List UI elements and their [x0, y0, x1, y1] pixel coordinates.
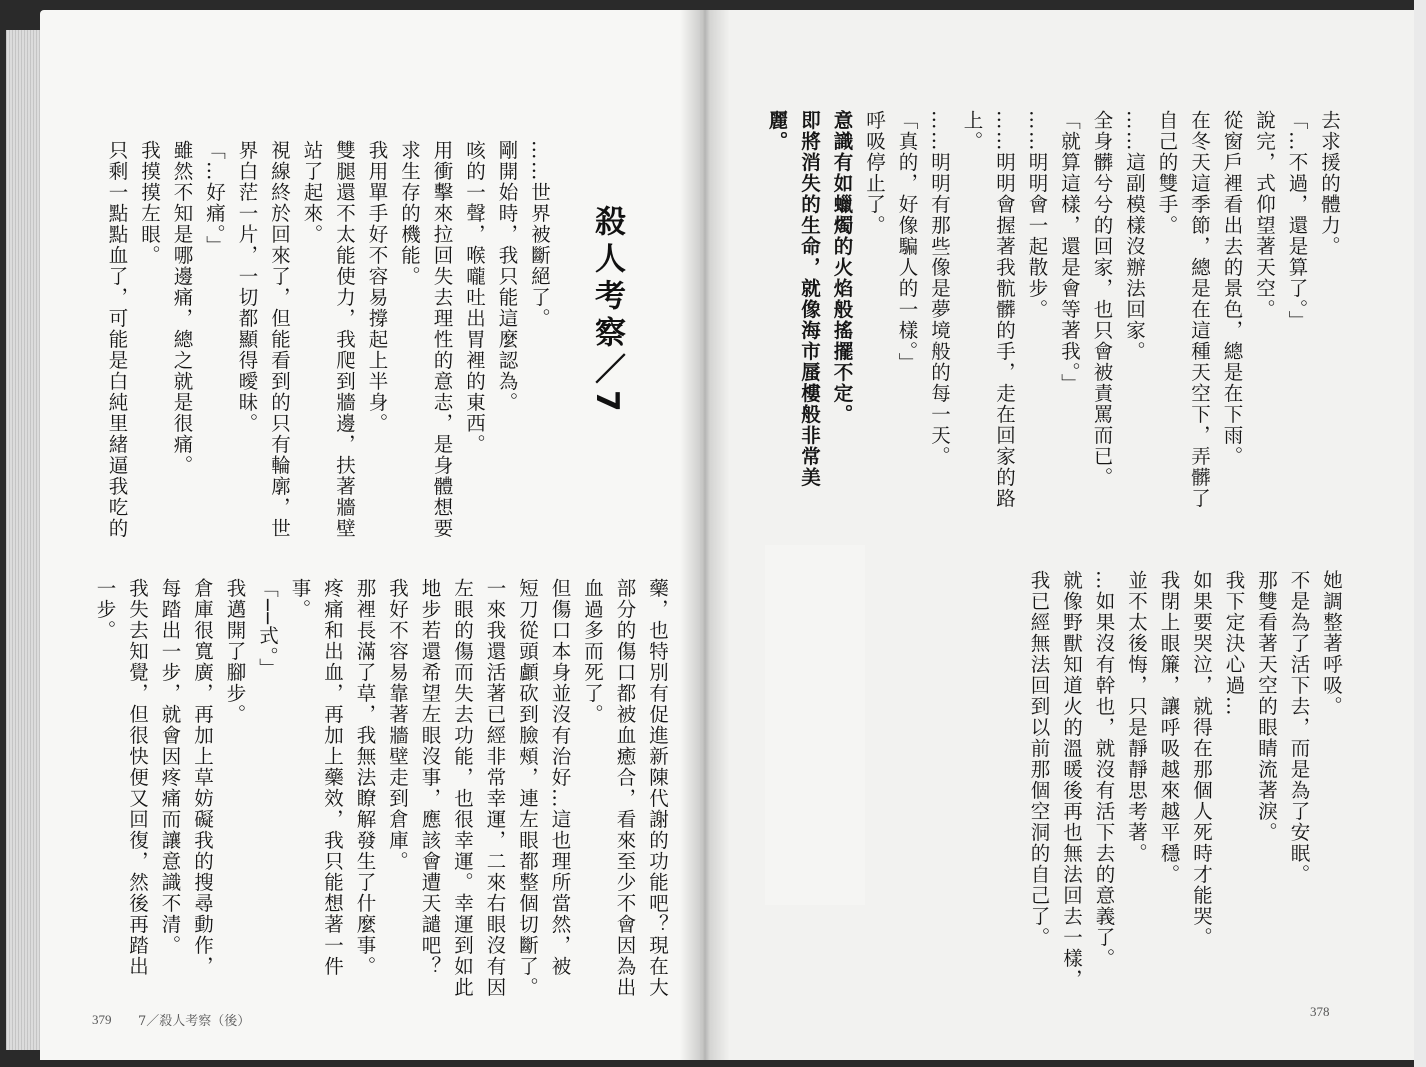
text-line: 疼痛和出血，再加上藥效，我只能想著一件: [321, 578, 344, 977]
text-line: 我邁開了腳步。: [223, 578, 247, 725]
text-line: 並不太後悔，只是靜靜思考著。: [1125, 570, 1148, 864]
text-line: 不是為了活下去，而是為了安眠。: [1287, 570, 1311, 885]
text-line: 藥，也特別有促進新陳代謝的功能吧？現在大: [646, 578, 669, 998]
text-line: 麗。: [765, 110, 789, 152]
book-gutter: [680, 10, 730, 1060]
text-line: ……世界被斷絕了。: [528, 140, 551, 329]
text-line: 我摸摸左眼。: [138, 140, 161, 266]
text-line: 倉庫很寬廣，再加上草妨礙我的搜尋動作，: [191, 578, 214, 977]
text-line: 我下定決心過…: [1222, 570, 1246, 717]
text-line: 去求援的體力。: [1318, 110, 1341, 257]
text-line: 部分的傷口都被血癒合，看來至少不會因為出: [613, 578, 637, 998]
text-line: 咳的一聲，喉嚨吐出胃裡的東西。: [463, 140, 486, 455]
text-line: 一來我還活著已經非常幸運，二來右眼沒有因: [483, 578, 507, 998]
text-line: 即將消失的生命，就像海市蜃樓般非常美: [798, 110, 821, 488]
page-number-left: 379: [92, 1012, 112, 1027]
right-lower-text: [1022, 570, 1347, 990]
text-line: 意識有如蠟燭的火焰般搖擺不定。: [830, 110, 854, 425]
text-line: 站了起來。: [300, 140, 324, 245]
text-line: ……明明會一起散步。: [1025, 110, 1049, 320]
text-line: 剛開始時，我只能這麼認為。: [495, 140, 519, 413]
page-number-right: 378: [1310, 1004, 1330, 1019]
text-line: 但傷口本身並沒有治好…這也理所當然，被: [548, 578, 572, 977]
text-line: 「──式。」: [256, 578, 279, 679]
text-line: ……這副模樣沒辦法回家。: [1123, 110, 1146, 362]
chapter-title: 殺人考察／7: [589, 205, 625, 418]
text-line: 左眼的傷而失去功能，也很幸運。幸運到如此: [451, 578, 474, 998]
text-line: 我閉上眼簾，讓呼吸越來越平穩。: [1157, 570, 1181, 885]
text-line: 「…不過，還是算了。」: [1285, 110, 1309, 332]
text-line: 一步。: [93, 578, 117, 641]
text-line: 雖然不知是哪邊痛，總之就是很痛。: [170, 140, 194, 476]
text-line: 界白茫一片，一切都顯得曖昧。: [235, 140, 259, 434]
page-edges-right: [1414, 0, 1426, 1067]
text-line: ……明明會握著我骯髒的手，走在回家的路: [993, 110, 1016, 509]
text-line: 自己的雙手。: [1155, 110, 1179, 236]
text-line: 血過多而死了。: [581, 578, 604, 725]
text-line: 用衝擊來拉回失去理性的意志，是身體想要: [430, 140, 454, 539]
text-line: 短刀從頭顱砍到臉頰，連左眼都整個切斷了。: [516, 578, 539, 998]
text-line: 我用單手好不容易撐起上半身。: [365, 140, 389, 434]
text-line: 視線終於回來了，但能看到的只有輪廓，世: [268, 140, 291, 539]
left-lower-text: [88, 578, 673, 998]
right-upper-text: [760, 110, 1345, 540]
text-line: 求生存的機能。: [398, 140, 421, 287]
text-line: 事。: [288, 578, 312, 620]
left-upper-text: [100, 140, 555, 560]
text-line: 她調整著呼吸。: [1320, 570, 1343, 717]
text-line: …如果沒有幹也，就沒有活下去的意義了。: [1092, 570, 1116, 969]
page-edges-left: [6, 30, 40, 1050]
text-line: 我已經無法回到以前那個空洞的自己了。: [1027, 570, 1051, 948]
text-line: 從窗戶裡看出去的景色，總是在下雨。: [1220, 110, 1244, 467]
print-show-through: [765, 545, 865, 905]
text-line: 「…好痛。」: [203, 140, 226, 257]
text-line: 「真的，好像騙人的一樣。」: [895, 110, 919, 374]
text-line: 呼吸停止了。: [863, 110, 886, 236]
text-line: 上。: [960, 110, 984, 152]
text-line: 我失去知覺，但很快便又回復，然後再踏出: [126, 578, 149, 977]
text-line: 雙腿還不太能使力，我爬到牆邊，扶著牆壁: [333, 140, 356, 539]
text-line: 地步若還希望左眼沒事，應該會遭天譴吧？: [418, 578, 442, 977]
text-line: 我好不容易靠著牆壁走到倉庫。: [386, 578, 409, 872]
text-line: 就像野獸知道火的溫暖後再也無法回去一樣，: [1060, 570, 1083, 990]
text-line: 在冬天這季節，總是在這種天空下，弄髒了: [1188, 110, 1211, 509]
text-line: 「就算這樣，還是會等著我。」: [1058, 110, 1081, 395]
text-line: ……明明有那些像是夢境般的每一天。: [928, 110, 951, 467]
text-line: 全身髒兮兮的回家，也只會被責罵而已。: [1090, 110, 1114, 488]
text-line: 那裡長滿了草，我無法瞭解發生了什麼事。: [353, 578, 377, 977]
running-header: 7／殺人考察（後）: [138, 1014, 251, 1029]
text-line: 如果要哭泣，就得在那個人死時才能哭。: [1190, 570, 1213, 948]
text-line: 每踏出一步，就會因疼痛而讓意識不清。: [158, 578, 182, 956]
text-line: 只剩一點點血了，可能是白純里緒逼我吃的: [105, 140, 129, 539]
text-line: 那雙看著天空的眼睛流著淚。: [1255, 570, 1278, 843]
text-line: 說完，式仰望著天空。: [1253, 110, 1276, 320]
